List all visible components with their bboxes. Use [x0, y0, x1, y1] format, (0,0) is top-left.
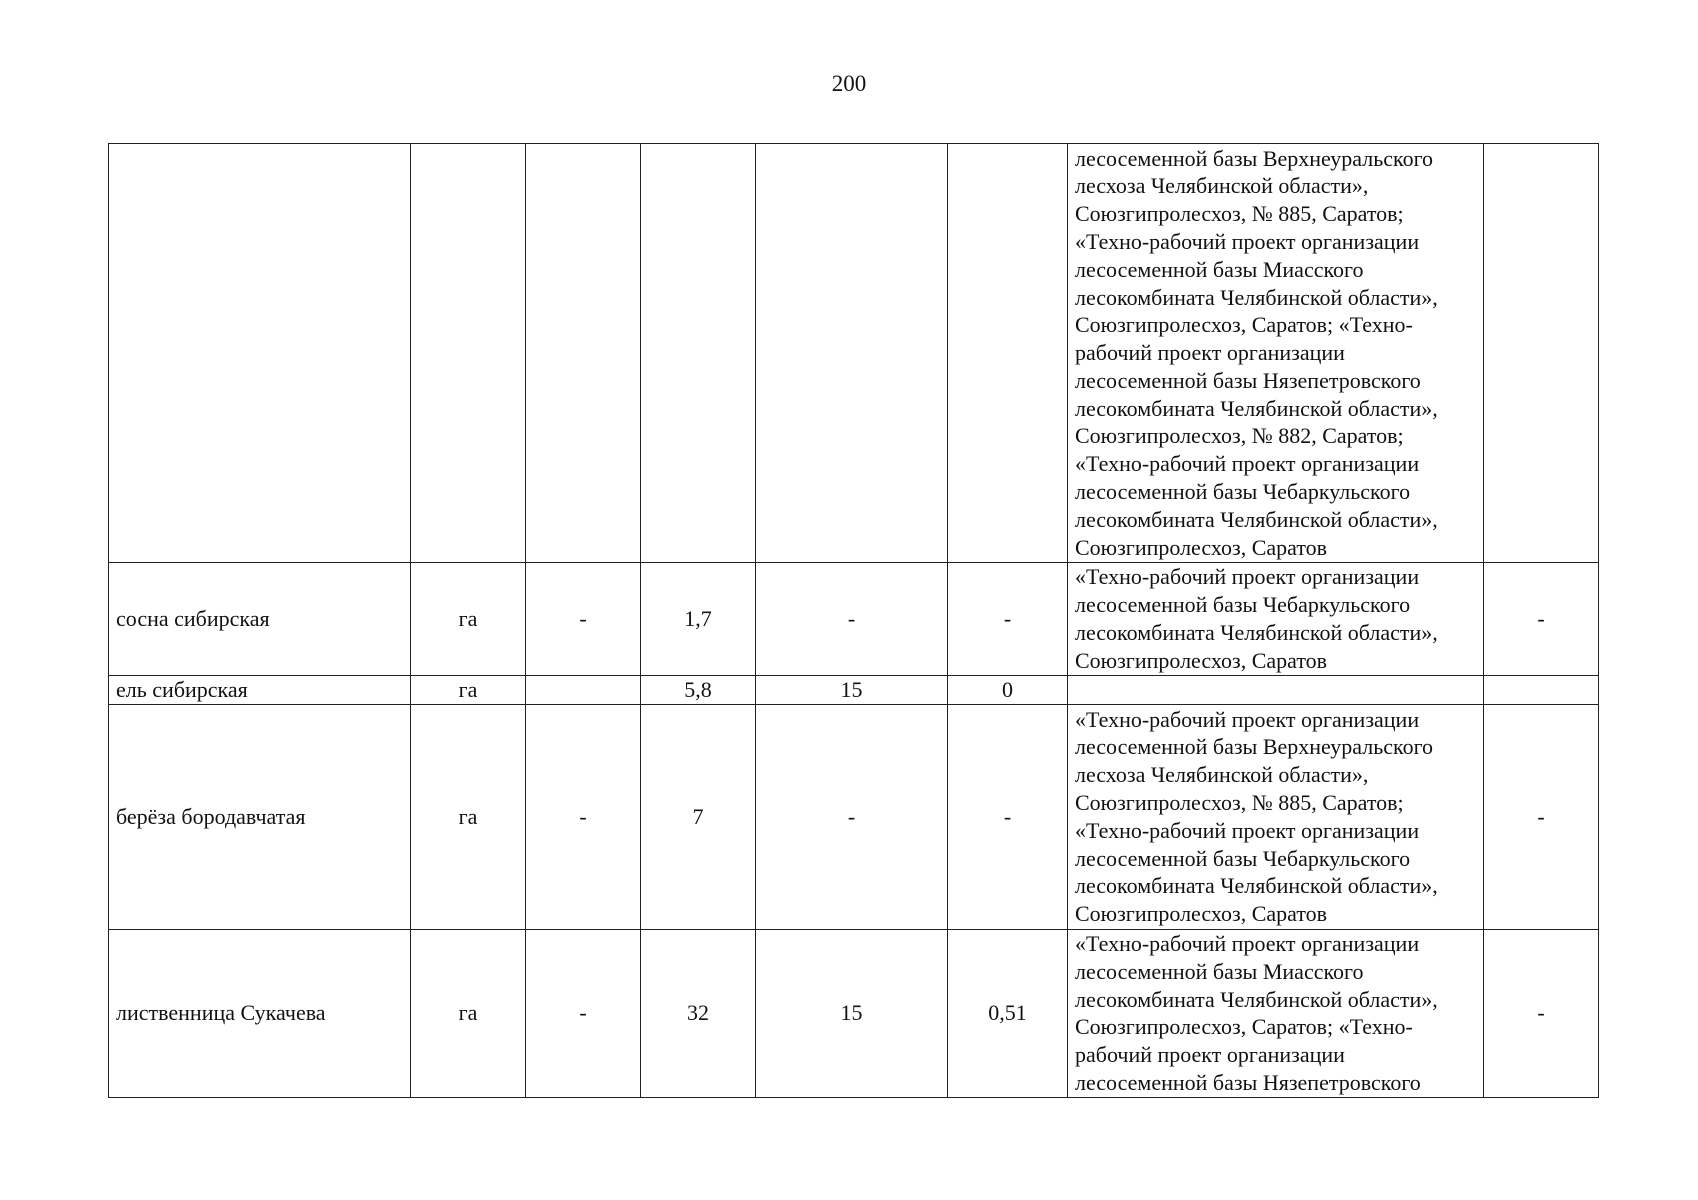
document-text-line: Союзгипролесхоз, Саратов	[1075, 534, 1328, 560]
document-text-line: лесосеменной базы Верхнеуральского	[1075, 145, 1434, 171]
value-cell-5: 15	[756, 929, 948, 1097]
document-text-line: рабочий проект организации	[1075, 1042, 1345, 1068]
document-text-line: Союзгипролесхоз, № 885, Саратов;	[1075, 790, 1404, 815]
unit-cell: га	[411, 676, 526, 705]
species-name-cell: лиственница Сукачева	[109, 929, 411, 1097]
note-cell: -	[1484, 563, 1599, 676]
document-text-line: Союзгипролесхоз, № 882, Саратов;	[1075, 423, 1404, 449]
document-text-line: лесосеменной базы Чебаркульского	[1075, 479, 1411, 505]
document-text-line: «Техно-рабочий проект организации	[1075, 228, 1420, 254]
document-text-line: Союзгипролесхоз, № 885, Саратов;	[1075, 201, 1404, 227]
project-document-cell	[1068, 704, 1484, 929]
species-name-cell: берёза бородавчатая	[109, 704, 411, 929]
table-row	[109, 704, 1599, 929]
document-text-line: Союзгипролесхоз, Саратов	[1075, 647, 1328, 673]
value-cell-5: -	[756, 704, 948, 929]
document-text-line: Союзгипролесхоз, Саратов; «Техно-	[1075, 1014, 1413, 1040]
unit-cell: га	[411, 704, 526, 929]
document-text-line: лесокомбината Челябинской области»,	[1075, 620, 1438, 645]
note-cell	[1484, 676, 1599, 705]
document-text-line: лесосеменной базы Чебаркульского	[1075, 845, 1411, 871]
document-text-line: лесокомбината Челябинской области»,	[1075, 506, 1438, 532]
document-text-line: лесосеменной базы Миасского	[1075, 958, 1364, 984]
area-cell: 32	[641, 929, 756, 1097]
note-cell: -	[1484, 704, 1599, 929]
value-cell-3: -	[526, 563, 641, 676]
value-cell-3	[526, 144, 641, 563]
value-cell-5: -	[756, 563, 948, 676]
document-text-line: лесокомбината Челябинской области»,	[1075, 395, 1438, 421]
document-text-line: лесокомбината Челябинской области»,	[1075, 986, 1438, 1012]
project-document-cell	[1068, 676, 1484, 705]
value-cell-6	[948, 144, 1068, 563]
forest-seed-base-table	[108, 143, 1599, 1098]
table-row	[109, 563, 1599, 676]
project-document-cell	[1068, 929, 1484, 1097]
project-document-cell	[1068, 144, 1484, 563]
document-text-line: лесосеменной базы Нязепетровского	[1075, 367, 1421, 393]
value-cell-3: -	[526, 929, 641, 1097]
document-text-line: рабочий проект организации	[1075, 340, 1345, 366]
note-cell: -	[1484, 929, 1599, 1097]
species-name-cell: ель сибирская	[109, 676, 411, 705]
value-cell-6: -	[948, 563, 1068, 676]
area-cell: 5,8	[641, 676, 756, 705]
page-number: 200	[831, 71, 867, 96]
value-cell-6: 0,51	[948, 929, 1068, 1097]
value-cell-5: 15	[756, 676, 948, 705]
value-cell-3: -	[526, 704, 641, 929]
unit-cell	[411, 144, 526, 563]
document-text-line: лесокомбината Челябинской области»,	[1075, 873, 1438, 899]
table-body	[109, 144, 1599, 1098]
unit-cell: га	[411, 929, 526, 1097]
value-cell-5	[756, 144, 948, 563]
area-cell: 1,7	[641, 563, 756, 676]
document-text-line: лесосеменной базы Верхнеуральского	[1075, 734, 1434, 760]
table-row	[109, 676, 1599, 705]
table-row	[109, 144, 1599, 563]
document-text-line: «Техно-рабочий проект организации	[1075, 451, 1420, 477]
document-text-line: «Техно-рабочий проект организации	[1075, 930, 1420, 956]
document-text-line: лесосеменной базы Нязепетровского	[1075, 1069, 1421, 1095]
value-cell-6: 0	[948, 676, 1068, 705]
note-cell	[1484, 144, 1599, 563]
document-text-line: лесосеменной базы Чебаркульского	[1075, 592, 1411, 618]
table-row	[109, 929, 1599, 1097]
area-cell	[641, 144, 756, 563]
value-cell-6: -	[948, 704, 1068, 929]
area-cell: 7	[641, 704, 756, 929]
document-text-line: «Техно-рабочий проект организации	[1075, 817, 1420, 843]
unit-cell: га	[411, 563, 526, 676]
document-text-line: Союзгипролесхоз, Саратов	[1075, 901, 1328, 927]
species-name-cell	[109, 144, 411, 563]
species-name-cell: сосна сибирская	[109, 563, 411, 676]
document-text-line: лесокомбината Челябинской области»,	[1075, 284, 1438, 310]
document-text-line: Союзгипролесхоз, Саратов; «Техно-	[1075, 312, 1413, 338]
project-document-cell	[1068, 563, 1484, 676]
document-text-line: лесхоза Челябинской области»,	[1075, 762, 1369, 788]
document-text-line: «Техно-рабочий проект организации	[1075, 564, 1420, 590]
document-text-line: лесхоза Челябинской области»,	[1075, 173, 1369, 199]
document-text-line: «Техно-рабочий проект организации	[1075, 706, 1420, 732]
value-cell-3	[526, 676, 641, 705]
document-text-line: лесосеменной базы Миасского	[1075, 256, 1364, 282]
